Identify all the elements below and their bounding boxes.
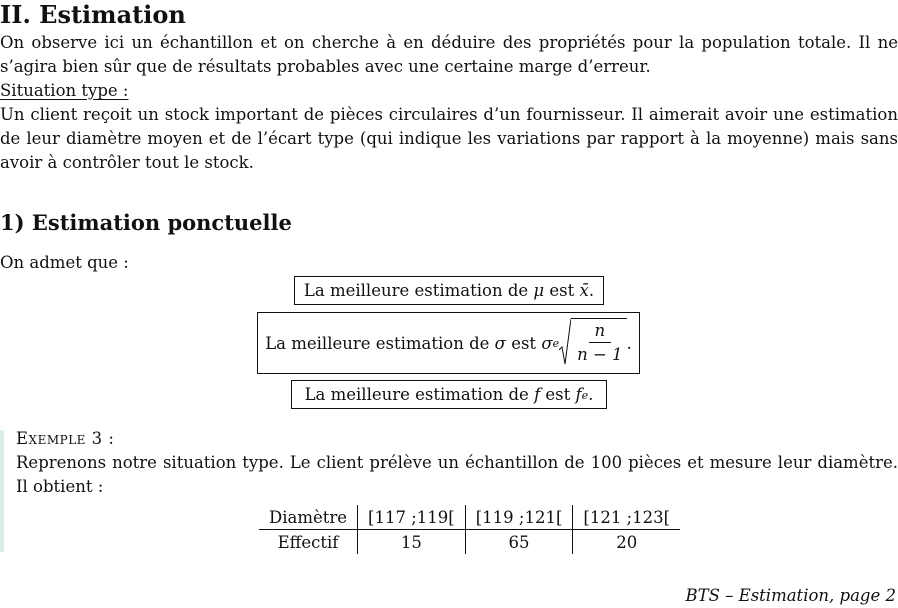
situation-heading: Situation type : xyxy=(0,81,129,100)
admit-text: On admet que : xyxy=(0,253,129,272)
example-line-2: Il obtient : xyxy=(16,477,104,496)
situation-line-3: avoir à contrôler tout le stock. xyxy=(0,153,254,172)
sigma-prefix: La meilleure estimation de xyxy=(265,333,490,353)
subsection-title: 1) Estimation ponctuelle xyxy=(0,210,292,235)
table-cell: 20 xyxy=(573,530,680,555)
table-cell: 65 xyxy=(465,530,573,555)
x-bar-symbol: x̄ xyxy=(579,281,589,300)
sigma-mid: est xyxy=(511,333,537,353)
fraction-numerator: n xyxy=(589,321,612,343)
mu-prefix: La meilleure estimation de xyxy=(303,281,529,300)
f-e-symbol: f xyxy=(575,385,582,404)
fraction-denominator: n − 1 xyxy=(577,345,623,364)
intro-line-1: On observe ici un échantillon et on cherche à en déduire des propriétés pour la population totale. Il ne xyxy=(0,33,898,52)
page-footer: BTS – Estimation, page 2 xyxy=(685,586,896,605)
table-header-row xyxy=(259,505,680,530)
mu-estimate-box: La meilleure estimation de μ est x̄ . xyxy=(294,276,604,305)
section-title: II. Estimation xyxy=(0,0,186,29)
mu-symbol: μ xyxy=(533,281,545,300)
sigma-estimate-box: La meilleure estimation de σ est σ e $\frac{n}{n - 1}$ . xyxy=(257,312,640,374)
table-cell: [121 ;123[ xyxy=(573,505,680,530)
situation-line-2: de leur diamètre moyen et de l’écart type (qui indique les variations par rapport à la moyenne) mais sans xyxy=(0,129,898,148)
situation-line-1: Un client reçoit un stock important de pièces circulaires d’un fournisseur. Il aimerait avoir une estimation xyxy=(0,105,898,124)
f-symbol: f xyxy=(534,385,541,404)
example-sidebar-bar xyxy=(0,430,4,552)
sigma-e-symbol: σ xyxy=(541,333,553,353)
mu-mid: est xyxy=(549,281,575,300)
intro-line-2: s’agira bien sûr que de résultats probables avec une certaine marge d’erreur. xyxy=(0,57,651,76)
sqrt-icon xyxy=(559,318,626,368)
table-cell: [117 ;119[ xyxy=(358,505,466,530)
f-e-subscript: e xyxy=(581,388,589,402)
fraction xyxy=(577,321,622,364)
table-cell: 15 xyxy=(358,530,466,555)
table-cell: Effectif xyxy=(277,532,339,552)
sigma-symbol: σ xyxy=(494,333,506,353)
table-cell: Diamètre xyxy=(259,505,358,530)
example-label: Exemple 3 : xyxy=(16,429,115,448)
frequency-table xyxy=(259,505,680,554)
table-row xyxy=(259,530,680,555)
sigma-e-subscript: e xyxy=(552,337,560,350)
f-estimate-box: La meilleure estimation de f est f e . xyxy=(291,380,607,409)
example-line-1: Reprenons notre situation type. Le client prélève un échantillon de 100 pièces et mesure leur diamètre. xyxy=(16,453,898,472)
table-cell: [119 ;121[ xyxy=(465,505,573,530)
f-mid: est xyxy=(545,385,571,404)
f-prefix: La meilleure estimation de xyxy=(304,385,529,404)
